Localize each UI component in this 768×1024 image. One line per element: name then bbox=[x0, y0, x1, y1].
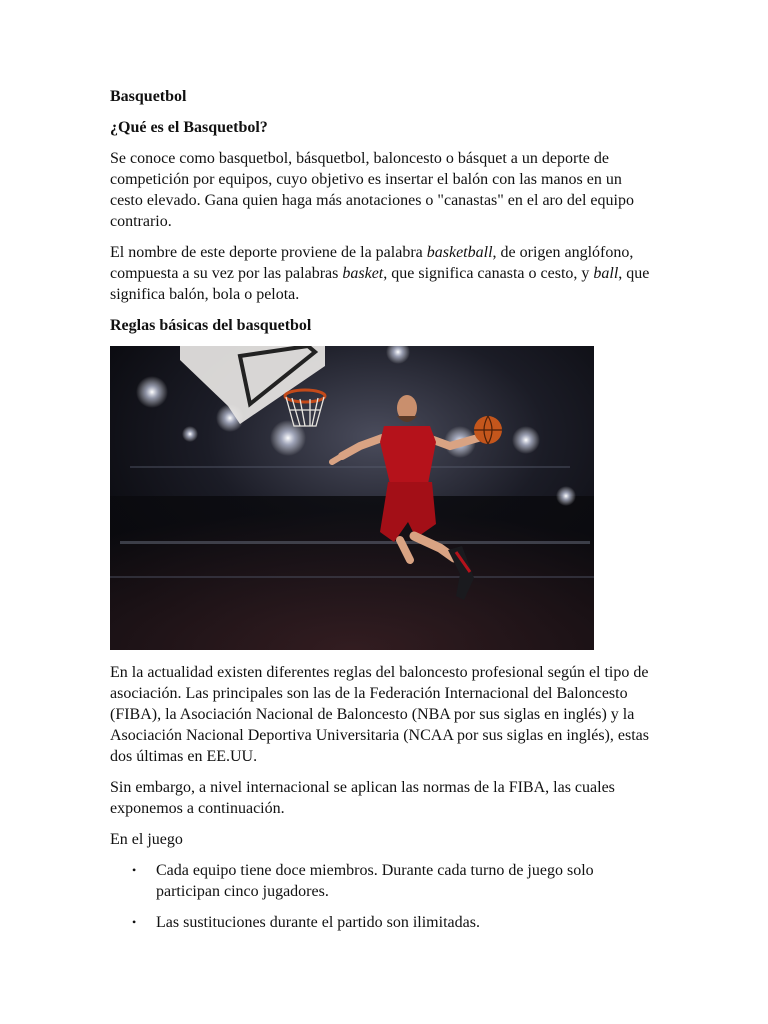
arena-crowd bbox=[110, 496, 594, 650]
spotlight bbox=[136, 376, 168, 408]
bullet-icon: • bbox=[132, 915, 137, 929]
arena-light-band bbox=[110, 576, 594, 578]
spotlight bbox=[182, 426, 198, 442]
bullet-icon: • bbox=[132, 863, 137, 877]
etymology-term-ball: ball bbox=[593, 265, 619, 282]
paragraph-fiba: Sin embargo, a nivel internacional se aplican las normas de la FIBA, las cuales exponemos a continuación. bbox=[110, 779, 615, 817]
list-item-text: Las sustituciones durante el partido son ilimitadas. bbox=[156, 914, 480, 931]
arena-light-band bbox=[120, 541, 590, 544]
subheading-en-el-juego: En el juego bbox=[110, 831, 183, 848]
spotlight bbox=[556, 486, 576, 506]
etymology-text-4: , que significa balón, bola o pelota. bbox=[110, 265, 650, 303]
paragraph-associations: En la actualidad existen diferentes reglas del baloncesto profesional según el tipo de asociación. Las principales son las de la Federación Internacional del Baloncesto (FIBA), la Asociación Nacional de Baloncesto (NBA por sus siglas en inglés) y la Asociación Nacional Deportiva Universitaria (NCAA por sus siglas en inglés), estas dos últimas en EE.UU. bbox=[110, 664, 649, 765]
paragraph-etymology bbox=[110, 242, 658, 305]
etymology-term-basketball: basketball bbox=[426, 244, 493, 261]
rules-list bbox=[110, 860, 658, 933]
arena-light-band bbox=[130, 466, 570, 468]
etymology-term-basket: basket bbox=[342, 265, 384, 282]
etymology-text-3: , que significa canasta o cesto, y bbox=[383, 265, 594, 282]
spotlight bbox=[512, 426, 540, 454]
list-item bbox=[132, 860, 658, 902]
photo-illustration bbox=[110, 346, 594, 650]
etymology-text-1: El nombre de este deporte proviene de la palabra bbox=[110, 244, 427, 261]
document-page bbox=[110, 86, 658, 943]
list-item bbox=[132, 912, 658, 933]
list-item-text: Cada equipo tiene doce miembros. Durante cada turno de juego solo participan cinco jugadores. bbox=[156, 862, 594, 900]
section-heading-what-is: ¿Qué es el Basquetbol? bbox=[110, 119, 268, 136]
etymology-text-2: , de origen anglófono, compuesta a su vez por las palabras bbox=[110, 244, 634, 282]
paragraph-definition: Se conoce como basquetbol, básquetbol, baloncesto o básquet a un deporte de competición por equipos, cuyo objetivo es insertar el balón con las manos en un cesto elevado. Gana quien haga más anotaciones o "canastas" en el aro del equipo contrario. bbox=[110, 150, 634, 230]
document-title: Basquetbol bbox=[110, 88, 187, 105]
section-heading-rules: Reglas básicas del basquetbol bbox=[110, 317, 312, 334]
basketball-player-photo bbox=[110, 346, 594, 650]
